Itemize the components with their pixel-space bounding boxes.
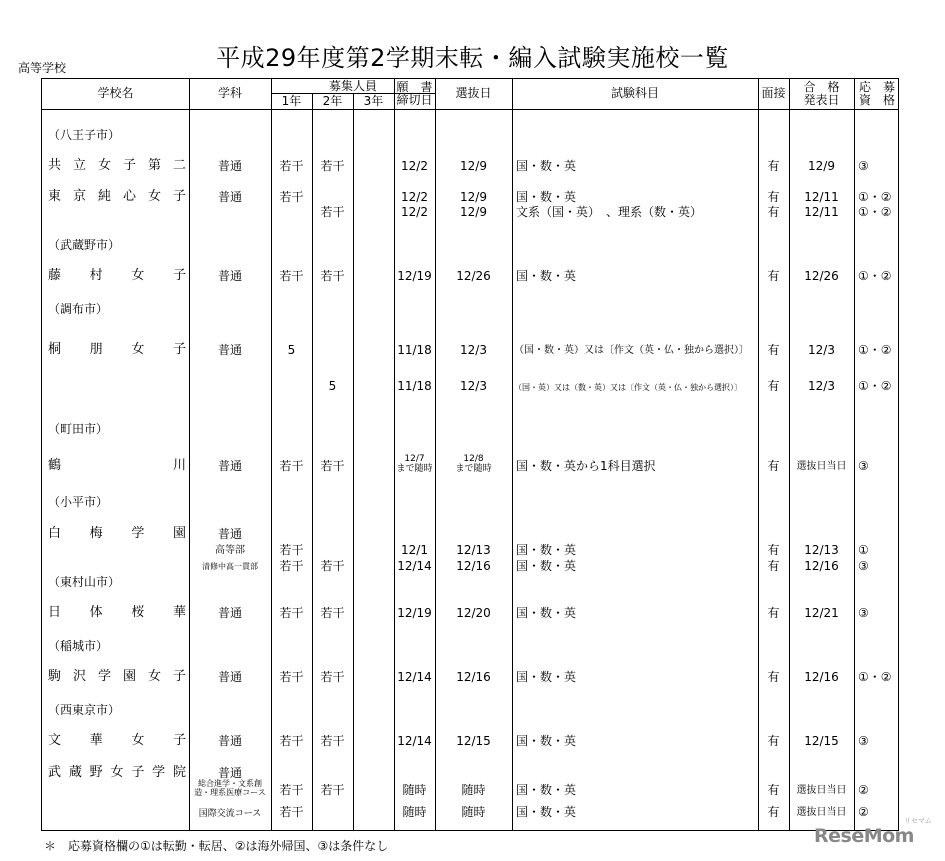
deadline-cell-note: まで随時 — [396, 464, 433, 474]
year2-cell: 若干 — [320, 783, 345, 797]
resemom-logo: ReseMom — [814, 825, 914, 847]
year1-cell: 若干 — [279, 805, 304, 819]
subjects-cell: 国・数・英 — [516, 670, 577, 684]
qual-cell: ③ — [858, 559, 869, 573]
subjects-cell: （国・英）又は（数・英）又は〔作文（英・仏・独から選択）〕 — [514, 383, 742, 392]
subjects-cell: （国・数・英）又は〔作文（英・仏・独から選択）〕 — [514, 345, 749, 356]
deadline-cell: 12/2 — [401, 159, 428, 173]
year2-cell: 若干 — [320, 670, 345, 684]
year1-cell: 若干 — [279, 559, 304, 573]
year1-cell: 5 — [287, 343, 296, 357]
year2-cell: 若干 — [320, 269, 345, 283]
qual-cell: ① — [858, 543, 869, 557]
interview-cell: 有 — [767, 269, 780, 283]
subjects-cell: 国・数・英 — [516, 606, 577, 620]
school-name: 文 華 女 子 — [48, 733, 186, 748]
interview-cell: 有 — [767, 205, 780, 219]
announce-cell: 選抜日当日 — [796, 807, 847, 818]
qual-cell: ①・② — [858, 343, 892, 357]
resemom-logo-kana: リセマム — [904, 817, 932, 825]
announce-cell: 12/16 — [804, 670, 839, 684]
dept-cell: 普通 — [217, 343, 242, 357]
section-inagi: （稲城市） — [48, 639, 109, 653]
course-cell-2: 造・理系医療コース — [194, 788, 266, 797]
school-name: 鶴 川 — [48, 458, 186, 473]
header-recruit: 募集人員 — [328, 79, 377, 93]
school-name: 桐 朋 女 子 — [48, 342, 186, 357]
year1-cell: 若干 — [279, 543, 304, 557]
course-cell: 総合進学・文系創 — [198, 779, 262, 788]
deadline-cell: 12/19 — [397, 269, 432, 283]
exam-date-cell: 12/9 — [460, 190, 487, 204]
year2-cell: 若干 — [320, 606, 345, 620]
subjects-cell: 国・数・英 — [516, 159, 577, 173]
exam-date-cell: 12/8 — [463, 454, 484, 464]
course-cell: 清修中高一貫部 — [202, 562, 258, 571]
qual-cell: ② — [858, 805, 869, 819]
exam-date-cell: 12/16 — [456, 559, 491, 573]
subjects-cell: 国・数・英 — [516, 543, 577, 557]
qual-cell: ③ — [858, 606, 869, 620]
school-name: 東 京 純 心 女 子 — [48, 189, 186, 204]
interview-cell: 有 — [767, 190, 780, 204]
year2-cell: 若干 — [320, 559, 345, 573]
interview-cell: 有 — [767, 459, 780, 473]
school-name: 白 梅 学 園 — [48, 526, 186, 541]
deadline-cell: 12/19 — [397, 606, 432, 620]
header-interview: 面接 — [761, 86, 786, 100]
header-exam-date: 選抜日 — [455, 86, 492, 100]
announce-cell: 12/3 — [808, 343, 835, 357]
school-name: 武 蔵 野 女 子 学 院 — [48, 765, 186, 780]
announce-cell: 12/15 — [804, 734, 839, 748]
exam-date-cell-note: まで随時 — [455, 464, 492, 474]
dept-cell: 普通 — [217, 766, 242, 780]
qual-cell: ①・② — [858, 670, 892, 684]
header-announce-2: 発表日 — [803, 93, 840, 107]
exam-date-cell: 随時 — [461, 805, 486, 819]
deadline-cell: 12/7 — [404, 454, 425, 464]
interview-cell: 有 — [767, 606, 780, 620]
section-machida: （町田市） — [48, 422, 109, 436]
year2-cell: 5 — [328, 379, 337, 393]
course-cell: 国際交流コース — [198, 809, 262, 819]
year2-cell: 若干 — [320, 459, 345, 473]
deadline-cell: 11/18 — [397, 343, 432, 357]
dept-cell: 普通 — [217, 459, 242, 473]
header-school: 学校名 — [97, 86, 134, 100]
subjects-cell: 国・数・英 — [516, 805, 577, 819]
year1-cell: 若干 — [279, 269, 304, 283]
deadline-cell: 12/2 — [401, 205, 428, 219]
deadline-cell: 随時 — [402, 783, 427, 797]
exam-date-cell: 12/20 — [456, 606, 491, 620]
year1-cell: 若干 — [279, 606, 304, 620]
subjects-cell: 文系（国・英） 、理系（数・英） — [516, 205, 703, 219]
qual-cell: ② — [858, 783, 869, 797]
announce-cell: 12/16 — [804, 559, 839, 573]
dept-cell: 普通 — [217, 190, 242, 204]
exam-date-cell: 随時 — [461, 783, 486, 797]
announce-cell: 12/26 — [804, 269, 839, 283]
interview-cell: 有 — [767, 559, 780, 573]
header-qual-2: 資 格 — [858, 93, 895, 107]
exam-date-cell: 12/9 — [460, 159, 487, 173]
subjects-cell: 国・数・英 — [516, 269, 577, 283]
school-name: 駒 沢 学 園 女 子 — [48, 669, 186, 684]
deadline-cell: 随時 — [402, 805, 427, 819]
interview-cell: 有 — [767, 343, 780, 357]
announce-cell: 選抜日当日 — [796, 461, 847, 472]
header-year1: 1年 — [281, 94, 302, 108]
page-title: 平成29年度第2学期末転・編入試験実施校一覧 — [216, 44, 729, 72]
header-deadline-2: 締切日 — [396, 93, 433, 107]
section-kodaira: （小平市） — [48, 495, 109, 509]
section-chofu: （調布市） — [48, 302, 109, 316]
dept-cell: 普通 — [217, 670, 242, 684]
interview-cell: 有 — [767, 159, 780, 173]
announce-cell: 12/21 — [804, 606, 839, 620]
header-subjects: 試験科目 — [610, 86, 659, 100]
header-year2: 2年 — [322, 94, 343, 108]
schools-table — [41, 78, 899, 831]
section-higashimurayama: （東村山市） — [48, 575, 121, 589]
year1-cell: 若干 — [279, 670, 304, 684]
qual-cell: ③ — [858, 459, 869, 473]
deadline-cell: 12/14 — [397, 670, 432, 684]
deadline-cell: 11/18 — [397, 379, 432, 393]
qual-cell: ①・② — [858, 269, 892, 283]
subjects-cell: 国・数・英 — [516, 734, 577, 748]
header-dept: 学科 — [217, 86, 242, 100]
subjects-cell: 国・数・英 — [516, 783, 577, 797]
deadline-cell: 12/1 — [401, 543, 428, 557]
interview-cell: 有 — [767, 670, 780, 684]
qual-cell: ①・② — [858, 190, 892, 204]
year1-cell: 若干 — [279, 783, 304, 797]
dept-cell: 普通 — [217, 159, 242, 173]
dept-cell: 普通 — [217, 606, 242, 620]
interview-cell: 有 — [767, 734, 780, 748]
exam-date-cell: 12/9 — [460, 205, 487, 219]
announce-cell: 12/3 — [808, 379, 835, 393]
qual-cell: ①・② — [858, 205, 892, 219]
qual-cell: ③ — [858, 734, 869, 748]
year2-cell: 若干 — [320, 205, 345, 219]
exam-date-cell: 12/16 — [456, 670, 491, 684]
header-announce-1: 合 格 — [803, 80, 840, 94]
announce-cell: 12/13 — [804, 543, 839, 557]
year2-cell: 若干 — [320, 734, 345, 748]
exam-date-cell: 12/3 — [460, 343, 487, 357]
interview-cell: 有 — [767, 543, 780, 557]
dept-cell: 普通 — [217, 734, 242, 748]
year2-cell: 若干 — [320, 159, 345, 173]
year1-cell: 若干 — [279, 734, 304, 748]
section-musashino: （武蔵野市） — [48, 238, 121, 252]
school-name: 藤 村 女 子 — [48, 268, 186, 283]
header-year3: 3年 — [363, 94, 384, 108]
subjects-cell: 国・数・英 — [516, 190, 577, 204]
dept-cell: 普通 — [217, 527, 242, 541]
course-cell: 高等部 — [215, 545, 245, 556]
deadline-cell: 12/14 — [397, 559, 432, 573]
category-label: 高等学校 — [18, 61, 67, 75]
deadline-cell: 12/2 — [401, 190, 428, 204]
year1-cell: 若干 — [279, 159, 304, 173]
exam-date-cell: 12/15 — [456, 734, 491, 748]
subjects-cell: 国・数・英から1科目選択 — [516, 459, 656, 473]
announce-cell: 12/9 — [808, 159, 835, 173]
interview-cell: 有 — [767, 783, 780, 797]
qual-cell: ③ — [858, 159, 869, 173]
announce-cell: 選抜日当日 — [796, 785, 847, 796]
qual-cell: ①・② — [858, 379, 892, 393]
year1-cell: 若干 — [279, 459, 304, 473]
school-name: 日 体 桜 華 — [48, 605, 186, 620]
exam-date-cell: 12/13 — [456, 543, 491, 557]
subjects-cell: 国・数・英 — [516, 559, 577, 573]
section-hachioji: （八王子市） — [48, 128, 121, 142]
interview-cell: 有 — [767, 805, 780, 819]
year1-cell: 若干 — [279, 190, 304, 204]
announce-cell: 12/11 — [804, 190, 839, 204]
footnote: ＊ 応募資格欄の①は転勤・転居、②は海外帰国、③は条件なし — [44, 839, 389, 853]
interview-cell: 有 — [767, 379, 780, 393]
announce-cell: 12/11 — [804, 205, 839, 219]
school-name: 共 立 女 子 第 二 — [48, 158, 186, 173]
deadline-cell: 12/14 — [397, 734, 432, 748]
section-nishitokyo: （西東京市） — [48, 703, 121, 717]
exam-date-cell: 12/3 — [460, 379, 487, 393]
header-deadline-1: 願 書 — [396, 80, 433, 94]
dept-cell: 普通 — [217, 269, 242, 283]
header-qual-1: 応 募 — [858, 80, 895, 94]
exam-date-cell: 12/26 — [456, 269, 491, 283]
